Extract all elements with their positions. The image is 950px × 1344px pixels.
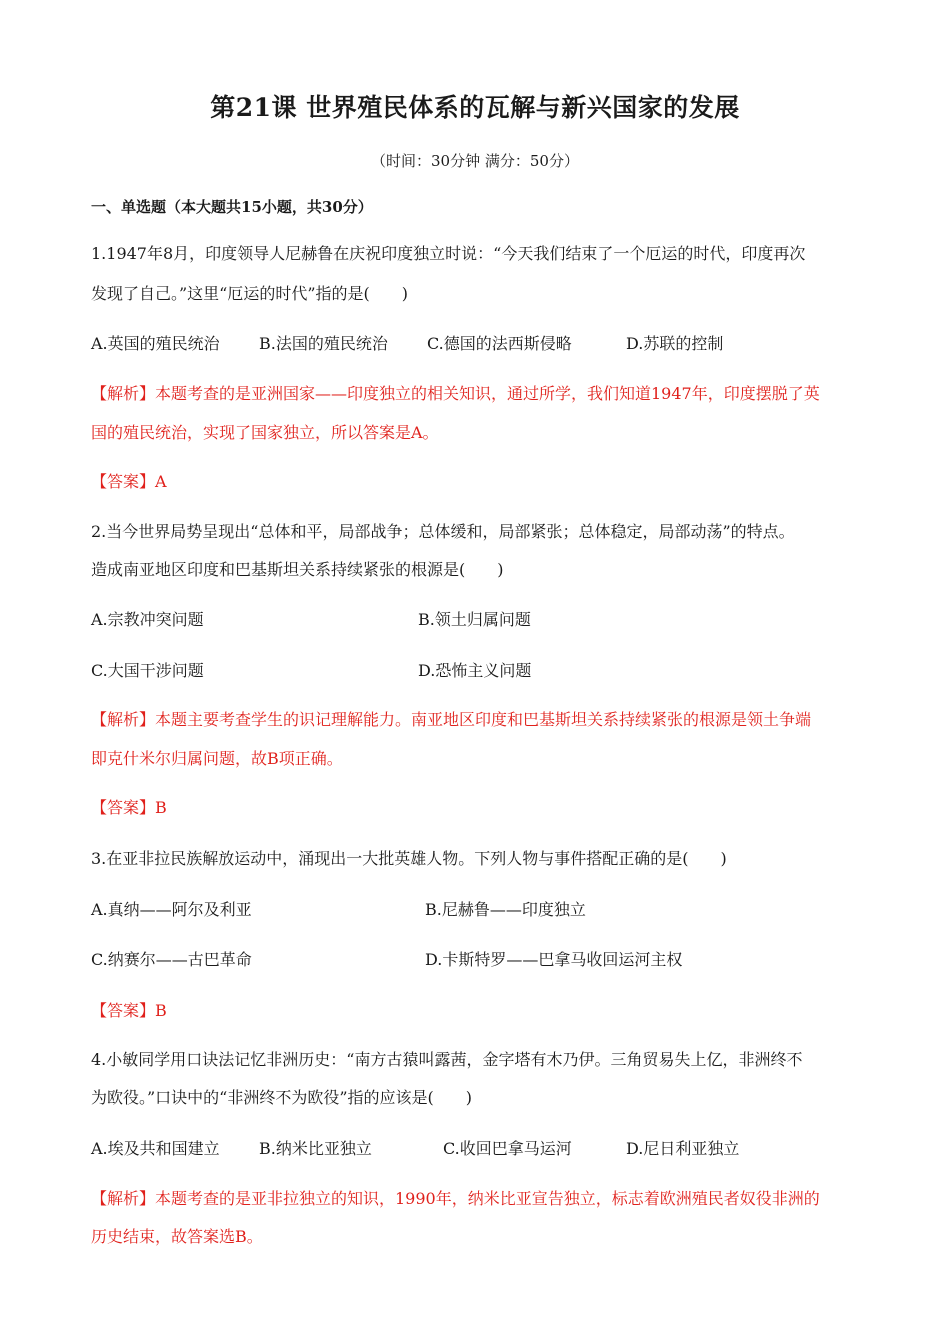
question-2-text-cont: 造成南亚地区印度和巴基斯坦关系持续紧张的根源是( ) [91,560,504,579]
question-3-text: 3.在亚非拉民族解放运动中，涌现出一大批英雄人物。下列人物与事件搭配正确的是( ) [91,849,727,868]
q4-option-c: C.收回巴拿马运河 [443,1139,572,1158]
q1-option-d: D.苏联的控制 [626,334,724,353]
q1-option-c: C.德国的法西斯侵略 [427,334,572,353]
document-title: 第21课 世界殖民体系的瓦解与新兴国家的发展 [210,93,740,122]
q2-option-c: C.大国干涉问题 [91,661,204,680]
q4-option-b: B.纳米比亚独立 [259,1139,372,1158]
q3-option-a: A.真纳——阿尔及利亚 [91,900,252,919]
q1-option-b: B.法国的殖民统治 [259,334,388,353]
q2-answer: 【答案】B [91,798,167,817]
q2-option-a: A.宗教冲突问题 [91,610,204,629]
q1-option-a: A.英国的殖民统治 [91,334,220,353]
q3-option-b: B.尼赫鲁——印度独立 [425,900,586,919]
question-4-text: 4.小敏同学用口诀法记忆非洲历史：“南方古猿叫露茜，金字塔有木乃伊。三角贸易失上亿，非洲终不 [91,1050,803,1069]
q1-analysis: 【解析】本题考查的是亚洲国家——印度独立的相关知识，通过所学，我们知道1947年，印度摆脱了英 [91,384,820,403]
question-2-text: 2.当今世界局势呈现出“总体和平，局部战争；总体缓和，局部紧张；总体稳定，局部动荡”的特点。 [91,522,795,541]
q4-option-d: D.尼日利亚独立 [626,1139,740,1158]
q2-analysis-cont: 即克什米尔归属问题，故B项正确。 [91,749,343,768]
q4-analysis: 【解析】本题考查的是亚非拉独立的知识，1990年，纳米比亚宣告独立，标志着欧洲殖民者奴役非洲的 [91,1189,820,1208]
time-score-info: （时间：30分钟 满分：50分） [371,152,579,170]
q4-option-a: A.埃及共和国建立 [91,1139,220,1158]
q3-option-c: C.纳赛尔——古巴革命 [91,950,252,969]
q3-answer: 【答案】B [91,1001,167,1020]
question-1-text: 1.1947年8月，印度领导人尼赫鲁在庆祝印度独立时说：“今天我们结束了一个厄运的时代，印度再次 [91,244,806,263]
q2-analysis: 【解析】本题主要考查学生的识记理解能力。南亚地区印度和巴基斯坦关系持续紧张的根源是领土争端 [91,710,812,729]
q1-analysis-cont: 国的殖民统治，实现了国家独立，所以答案是A。 [91,423,439,442]
q2-option-b: B.领土归属问题 [418,610,531,629]
question-4-text-cont: 为欧役。”口诀中的“非洲终不为欧役”指的应该是( ) [91,1088,473,1107]
question-1-text-cont: 发现了自己。”这里“厄运的时代”指的是( ) [91,284,409,303]
q3-option-d: D.卡斯特罗——巴拿马收回运河主权 [425,950,683,969]
q4-analysis-cont: 历史结束，故答案选B。 [91,1227,263,1246]
q1-answer: 【答案】A [91,472,167,491]
q2-option-d: D.恐怖主义问题 [418,661,532,680]
section-heading: 一、单选题（本大题共15小题，共30分） [91,198,373,216]
